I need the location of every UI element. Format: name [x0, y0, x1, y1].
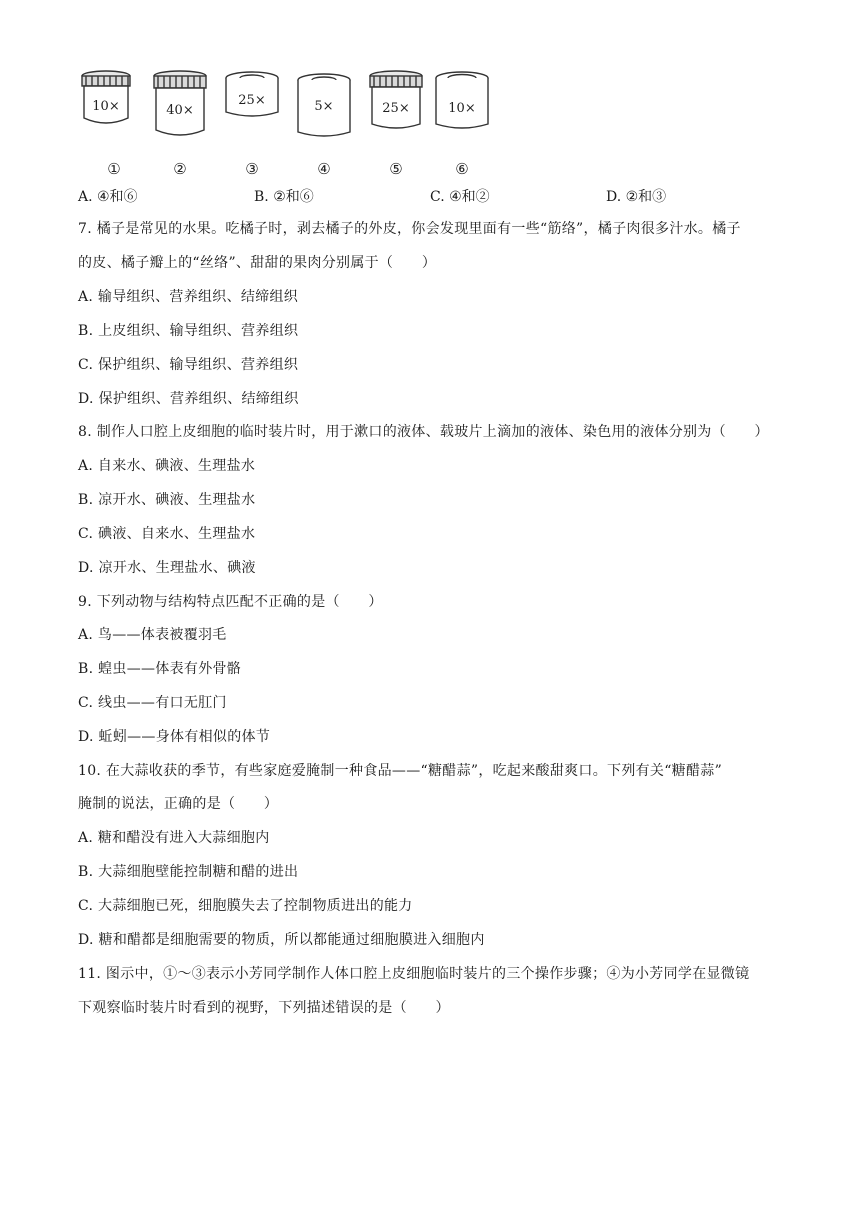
q7-stem-line1: 7. 橘子是常见的水果。吃橘子时，剥去橘子的外皮，你会发现里面有一些“筋络”，橘子肉很多汁水。橘子 [78, 221, 741, 237]
q9-option-c: C. 线虫——有口无肛门 [78, 695, 227, 711]
microscope-lenses-diagram [76, 66, 506, 184]
lens-figure [76, 66, 506, 184]
q10-stem-line1: 10. 在大蒜收获的季节，有些家庭爱腌制一种食品——“糖醋蒜”，吃起来酸甜爽口。下列有关“糖醋蒜” [78, 763, 723, 779]
lens-3-label: 25× [238, 93, 266, 108]
lens-6-number: ⑥ [455, 160, 469, 178]
q9-option-d: D. 蚯蚓——身体有相似的体节 [78, 729, 271, 745]
q7-stem-line2: 的皮、橘子瓣上的“丝络”、甜甜的果肉分别属于（ ） [78, 255, 437, 271]
q6-option-d: D. ②和③ [606, 189, 667, 205]
lens-6-icon [436, 72, 488, 128]
lens-6-label: 10× [448, 101, 476, 116]
lens-5-label: 25× [382, 101, 410, 116]
lens-4-number: ④ [317, 160, 331, 178]
lens-5-number: ⑤ [389, 160, 403, 178]
q6-option-c: C. ④和② [430, 189, 490, 205]
lens-1-number: ① [107, 160, 121, 178]
q8-stem: 8. 制作人口腔上皮细胞的临时装片时，用于漱口的液体、载玻片上滴加的液体、染色用的液体分别为（ ） [78, 424, 769, 440]
q7-option-b: B. 上皮组织、输导组织、营养组织 [78, 323, 299, 339]
q9-stem: 9. 下列动物与结构特点匹配不正确的是（ ） [78, 594, 383, 610]
lens-4-label: 5× [314, 99, 334, 114]
lens-1-icon [82, 71, 130, 123]
q8-option-c: C. 碘液、自来水、生理盐水 [78, 526, 256, 542]
q6-options [78, 186, 778, 206]
q9-option-a: A. 鸟——体表被覆羽毛 [78, 627, 227, 643]
lens-2-label: 40× [166, 103, 194, 118]
q8-option-a: A. 自来水、碘液、生理盐水 [78, 458, 256, 474]
q11-stem-line1: 11. 图示中，①～③表示小芳同学制作人体口腔上皮细胞临时装片的三个操作步骤；④为小芳同学在显微镜 [78, 966, 750, 982]
q7-option-c: C. 保护组织、输导组织、营养组织 [78, 357, 299, 373]
q9-option-b: B. 蝗虫——体表有外骨骼 [78, 661, 242, 677]
q10-option-d: D. 糖和醋都是细胞需要的物质，所以都能通过细胞膜进入细胞内 [78, 932, 485, 948]
q11-stem-line2: 下观察临时装片时看到的视野，下列描述错误的是（ ） [78, 1000, 450, 1016]
lens-3-number: ③ [245, 160, 259, 178]
q7-option-a: A. 输导组织、营养组织、结缔组织 [78, 289, 299, 305]
q10-stem-line2: 腌制的说法，正确的是（ ） [78, 796, 279, 812]
lens-2-number: ② [173, 160, 187, 178]
lens-5-icon [370, 71, 422, 128]
q7-option-d: D. 保护组织、营养组织、结缔组织 [78, 391, 299, 407]
q8-option-b: B. 凉开水、碘液、生理盐水 [78, 492, 256, 508]
lens-1-label: 10× [92, 99, 120, 114]
q10-option-c: C. 大蒜细胞已死，细胞膜失去了控制物质进出的能力 [78, 898, 413, 914]
q6-option-b: B. ②和⑥ [254, 189, 314, 205]
q10-option-a: A. 糖和醋没有进入大蒜细胞内 [78, 830, 270, 846]
q6-option-a: A. ④和⑥ [78, 189, 138, 205]
q8-option-d: D. 凉开水、生理盐水、碘液 [78, 560, 256, 576]
q10-option-b: B. 大蒜细胞壁能控制糖和醋的进出 [78, 864, 299, 880]
